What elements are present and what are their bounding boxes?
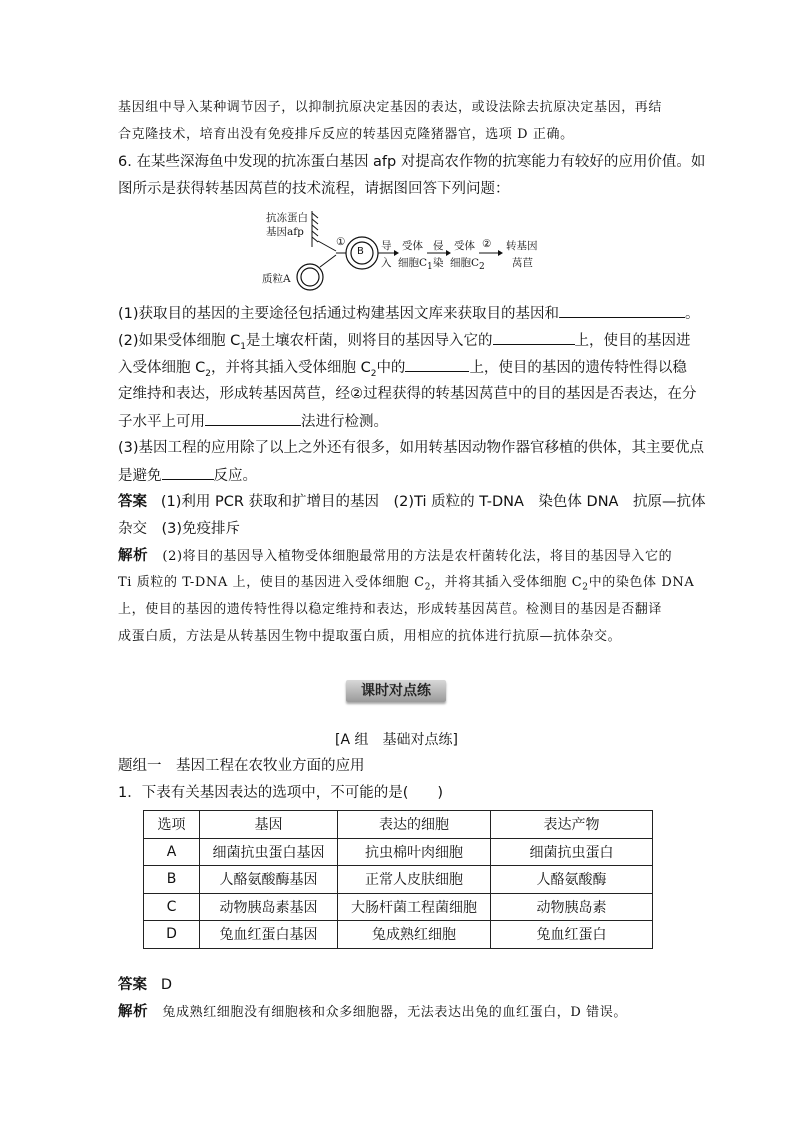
product-label-1: 转基因 bbox=[506, 240, 538, 252]
answer-label: 答案 bbox=[118, 977, 147, 993]
cell-c1-label-2: 细胞$C_1$ bbox=[398, 257, 433, 273]
table-cell: 正常人皮肤细胞 bbox=[338, 866, 491, 894]
table-cell: 人酪氨酸酶 bbox=[491, 866, 653, 894]
section-title: 课时对点练 bbox=[346, 680, 446, 702]
table-header-row bbox=[144, 811, 653, 839]
topic-heading: 题组一 基因工程在农牧业方面的应用 bbox=[118, 758, 365, 774]
blank-1[interactable] bbox=[559, 303, 685, 318]
table-row bbox=[144, 921, 653, 949]
table-cell: A bbox=[144, 838, 200, 866]
table-header-cell: 基因 bbox=[200, 811, 338, 839]
q6-analysis-line-3: 上，使目的基因的遗传特性得以稳定维持和表达，形成转基因莴苣。检测目的基因是否翻译 bbox=[118, 602, 663, 617]
table-cell: 细菌抗虫蛋白 bbox=[491, 838, 653, 866]
prev-explanation-line-2: 合克隆技术，培育出没有免疫排斥反应的转基因克隆猪器官，选项 D 正确。 bbox=[118, 127, 574, 142]
table-header-cell: 表达的细胞 bbox=[338, 811, 491, 839]
answer-label: 答案 bbox=[118, 494, 147, 510]
q6-stem-line-1: 6. 在某些深海鱼中发现的抗冻蛋白基因 afp 对提高农作物的抗寒能力有较好的应用价值。如 bbox=[118, 154, 706, 170]
table-cell: 动物胰岛素基因 bbox=[200, 893, 338, 921]
q6-part-2-line-3: 定维持和表达，形成转基因莴苣，经②过程获得的转基因莴苣中的目的基因是否表达，在分 bbox=[118, 386, 697, 402]
blank-4[interactable] bbox=[205, 411, 301, 426]
table-cell: 兔血红蛋白 bbox=[491, 921, 653, 949]
prev-explanation-line-1: 基因组中导入某种调节因子，以抑制抗原决定基因的表达，或设法除去抗原决定基因，再结 bbox=[118, 100, 663, 115]
connector-gene bbox=[318, 241, 336, 251]
q6-analysis-line-2: Ti 质粒的 T-DNA 上，使目的基因进入受体细胞 $C_2$，并将其插入受体细胞 $C_2$中的染色体 DNA bbox=[118, 575, 695, 593]
table-header-cell: 表达产物 bbox=[491, 811, 653, 839]
analysis-label: 解析 bbox=[118, 1004, 149, 1020]
q1-answer: 答案 D bbox=[118, 977, 172, 993]
gene-label-line-1: 抗冻蛋白 bbox=[266, 212, 308, 224]
plasmid-label: 质粒A bbox=[262, 273, 291, 285]
table-cell: 细菌抗虫蛋白基因 bbox=[200, 838, 338, 866]
cell-c2-label-2: 细胞$C_2$ bbox=[450, 257, 485, 273]
import-label-2: 入 bbox=[381, 257, 392, 269]
q6-analysis-line-1: 解析 (2)将目的基因导入植物受体细胞最常用的方法是农杆菌转化法，将目的基因导入它的 bbox=[118, 548, 673, 564]
q6-part-3-line-1: (3)基因工程的应用除了以上之外还有很多，如用转基因动物作器官移植的供体，其主要优点 bbox=[118, 440, 705, 456]
table-cell: D bbox=[144, 921, 200, 949]
connector-plasmid bbox=[320, 255, 336, 267]
table-cell: 动物胰岛素 bbox=[491, 893, 653, 921]
q6-flow-diagram bbox=[260, 205, 550, 300]
group-title: [A 组 基础对点练] bbox=[335, 732, 458, 748]
table-cell: B bbox=[144, 866, 200, 894]
table-row bbox=[144, 866, 653, 894]
q6-part-3-line-2: 是避免 反应。 bbox=[118, 465, 257, 486]
product-label-2: 莴苣 bbox=[512, 257, 533, 269]
q6-answer-line-2: 杂交 (3)免疫排斥 bbox=[118, 521, 241, 537]
table-cell: 兔成熟红细胞 bbox=[338, 921, 491, 949]
q6-part-2-line-2: 入受体细胞 $C_2$，并将其插入受体细胞 $C_2$中的 上，使目的基因的遗传特性得以稳 bbox=[118, 357, 687, 384]
q6-stem-line-2: 图所示是获得转基因莴苣的技术流程，请据图回答下列问题： bbox=[118, 181, 510, 197]
dna-hatch bbox=[312, 213, 318, 242]
import-label-1: 导 bbox=[381, 240, 392, 252]
blank-2[interactable] bbox=[493, 330, 575, 345]
q6-analysis-line-4: 成蛋白质，方法是从转基因生物中提取蛋白质，用相应的抗体进行抗原—抗体杂交。 bbox=[118, 629, 622, 644]
table-header-cell: 选项 bbox=[144, 811, 200, 839]
step-1-marker: ① bbox=[336, 236, 346, 248]
step-2-marker: ② bbox=[482, 238, 492, 250]
table-cell: 大肠杆菌工程菌细胞 bbox=[338, 893, 491, 921]
table-cell: 人酪氨酸酶基因 bbox=[200, 866, 338, 894]
analysis-label: 解析 bbox=[118, 548, 149, 564]
infect-label-2: 染 bbox=[433, 257, 444, 269]
gene-expression-table bbox=[143, 810, 653, 949]
table-cell: 抗虫棉叶肉细胞 bbox=[338, 838, 491, 866]
blank-3[interactable] bbox=[405, 357, 469, 372]
q1-stem: 1．下表有关基因表达的选项中，不可能的是( ) bbox=[118, 785, 444, 801]
infect-label-1: 侵 bbox=[433, 240, 444, 252]
q6-answer-line-1: 答案 (1)利用 PCR 获取和扩增目的基因 (2)Ti 质粒的 T-DNA 染色体 DNA 抗原—抗体 bbox=[118, 494, 706, 510]
q6-part-2-line-1: (2)如果受体细胞 $C_1$是土壤农杆菌，则将目的基因导入它的 上，使目的基因进 bbox=[118, 330, 691, 357]
blank-5[interactable] bbox=[162, 465, 214, 480]
table-cell: 兔血红蛋白基因 bbox=[200, 921, 338, 949]
table-row bbox=[144, 893, 653, 921]
table-row bbox=[144, 838, 653, 866]
table-cell: C bbox=[144, 893, 200, 921]
q6-part-1: (1)获取目的基因的主要途径包括通过构建基因文库来获取目的基因和 。 bbox=[118, 303, 700, 324]
cell-c2-label-1: 受体 bbox=[454, 240, 475, 252]
gene-label-line-2: 基因afp bbox=[266, 226, 304, 238]
q1-analysis: 解析 兔成熟红细胞没有细胞核和众多细胞器，无法表达出兔的血红蛋白，D 错误。 bbox=[118, 1004, 627, 1020]
cell-c1-label-1: 受体 bbox=[402, 240, 423, 252]
recombinant-label: B bbox=[357, 246, 364, 257]
q6-part-2-line-4: 子水平上可用 法进行检测。 bbox=[118, 411, 388, 432]
